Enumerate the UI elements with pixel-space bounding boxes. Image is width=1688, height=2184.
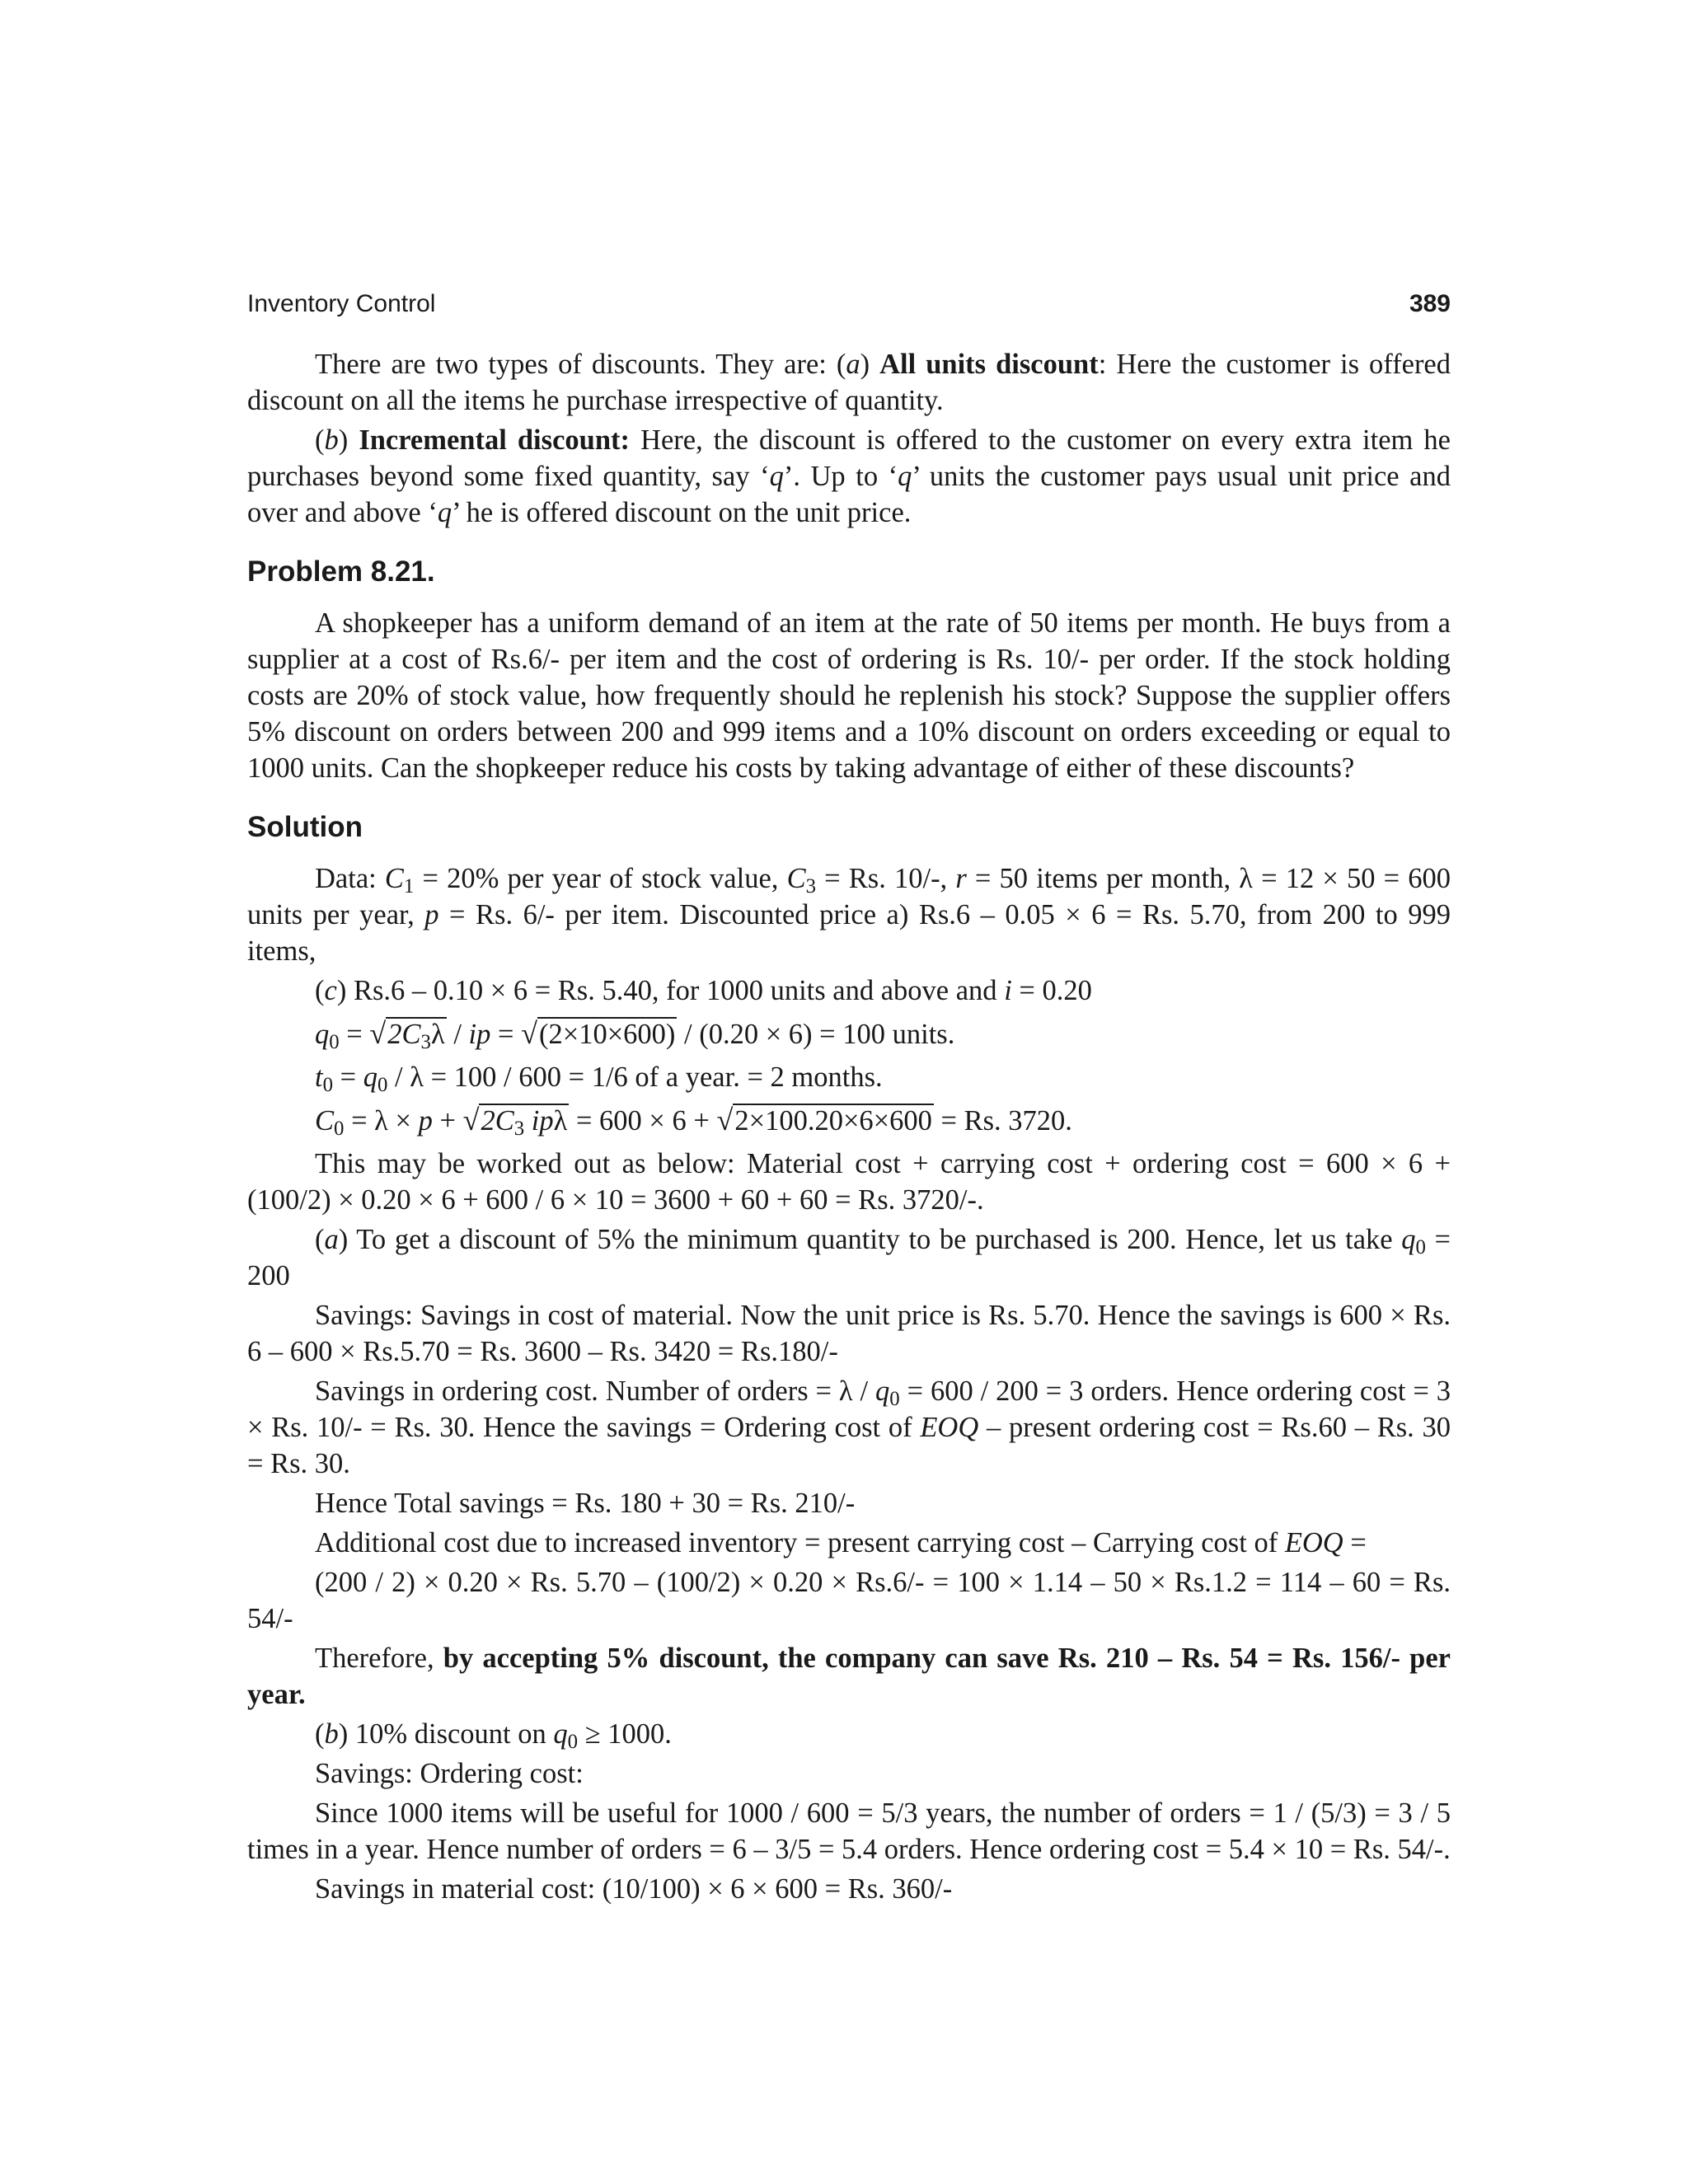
text-run: ) 10% discount on [338, 1718, 554, 1750]
text-run: / [446, 1019, 469, 1050]
text-run: ) [860, 349, 880, 380]
equation-c0 [247, 1102, 1451, 1139]
equation-q0 [247, 1015, 1451, 1052]
subscript: 0 [377, 1074, 388, 1097]
subscript: 0 [889, 1388, 900, 1411]
text-run: a [324, 1224, 339, 1255]
term-all-units-discount: All units discount [879, 349, 1099, 380]
text-run: r [955, 863, 967, 894]
text-run: q [898, 461, 912, 492]
text-run: ) Rs.6 – 0.10 × 6 = Rs. 5.40, for 1000 units and above and [336, 975, 1005, 1006]
text-run: EOQ [1284, 1527, 1343, 1558]
text-run: Additional cost due to increased inventory = present carrying cost – Carrying cost of [315, 1527, 1285, 1558]
solution-heading: Solution [247, 811, 363, 843]
page-body [247, 346, 1451, 1907]
savings-material-paragraph: Savings: Savings in cost of material. Now the unit price is Rs. 5.70. Hence the savings is 600 × Rs. 6 – 600 × Rs.5.70 = Rs. 3600 – Rs. 3420 = Rs.180/- [247, 1300, 1451, 1367]
running-title: Inventory Control [247, 290, 436, 317]
solution-data-line [247, 860, 1451, 969]
intro-paragraph-all-units [247, 346, 1451, 419]
text-run: ’. Up to ‘ [783, 461, 898, 492]
text-run: ip [468, 1019, 491, 1050]
subscript: 0 [334, 1118, 345, 1141]
subscript: 0 [1415, 1236, 1426, 1259]
text-run: Savings in ordering cost. Number of orders = λ / [315, 1376, 876, 1407]
page [247, 290, 1451, 1910]
sqrt-symbol: √(2×10×600) [521, 1017, 676, 1050]
text-run: q [875, 1376, 890, 1407]
text-run: Therefore, [315, 1643, 443, 1674]
equation-t0 [247, 1059, 1451, 1095]
text-run: ’ he is offered discount on the unit price. [452, 497, 912, 528]
text-run: p [418, 1105, 433, 1137]
sqrt-symbol: $√2C_3\lambda$ [369, 1017, 445, 1054]
text-run: b [324, 424, 339, 456]
text-run: = 0.20 [1011, 975, 1092, 1006]
text-run: = Rs. 3720. [933, 1105, 1072, 1137]
text-run: λ [553, 1105, 568, 1137]
text-run: = Rs. 10/-, [816, 863, 956, 894]
text-run: Data: [315, 863, 385, 894]
text-run: q [315, 1019, 330, 1050]
text-run: q [553, 1718, 568, 1750]
text-run: C [315, 1105, 335, 1137]
solution-c-line [247, 972, 1451, 1009]
text-run: λ [430, 1019, 445, 1050]
text-run: 2×100.20×6×600 [734, 1105, 932, 1137]
text-run: : Here the customer is offered discount on all the items he purchase irrespective of quantity. [247, 349, 1451, 416]
text-run: c [324, 975, 337, 1006]
text-run: ’ units the customer pays usual unit price and over and above ‘ [247, 461, 1451, 528]
subscript: 3 [420, 1031, 431, 1054]
intro-paragraph-incremental [247, 422, 1451, 531]
text-run: q [437, 497, 452, 528]
text-run: q [1401, 1224, 1416, 1255]
text-run: ( [315, 975, 325, 1006]
subscript: 3 [805, 875, 816, 898]
text-run: There are two types of discounts. They are: ( [315, 349, 846, 380]
text-run: p [424, 899, 439, 930]
savings-ordering-paragraph [247, 1373, 1451, 1482]
subscript: 3 [513, 1118, 525, 1141]
text-run: EOQ [920, 1412, 979, 1443]
text-run: = λ × [344, 1105, 419, 1137]
text-run: = [490, 1019, 522, 1050]
text-run: / λ = 100 / 600 = 1/6 of a year. = 2 months. [387, 1062, 883, 1093]
term-incremental-discount: Incremental discount: [359, 424, 630, 456]
text-run: (2×10×600) [539, 1019, 676, 1050]
text-run: Here, the discount is offered to the customer on every extra item he purchases beyond some fixed quantity, say ‘ [247, 424, 1451, 492]
text-run: – present ordering cost = Rs.60 – Rs. 30 = Rs. 30. [247, 1412, 1451, 1479]
text-run: ( [315, 1224, 325, 1255]
text-run: = [1343, 1527, 1367, 1558]
part-b-line [247, 1716, 1451, 1752]
savings-ordering-b-line: Savings: Ordering cost: [315, 1758, 584, 1789]
conclusion-bold: by accepting 5% discount, the company can save Rs. 210 – Rs. 54 = Rs. 156/- per year. [247, 1643, 1451, 1710]
additional-cost-line [247, 1525, 1451, 1561]
text-run: = 600 × 6 + [569, 1105, 717, 1137]
subscript: 0 [567, 1731, 579, 1754]
since-paragraph: Since 1000 items will be useful for 1000 / 600 = 5/3 years, the number of orders = 1 / (5/3) = 3 / 5 times in a year. Hence number of orders = 6 – 3/5 = 5.4 orders. Hence ordering cost = 5.4 × 10 = Rs. 54/-. [247, 1797, 1451, 1865]
text-run: ( [315, 1718, 325, 1750]
text-run: i [1004, 975, 1012, 1006]
text-run: = [339, 1019, 370, 1050]
text-run: ≥ 1000. [578, 1718, 672, 1750]
text-run: q [769, 461, 784, 492]
text-run: = [333, 1062, 363, 1093]
text-run: ) [338, 424, 359, 456]
text-run: 2C [387, 1019, 421, 1050]
worked-out-paragraph: This may be worked out as below: Material cost + carrying cost + ordering cost = 600 × 6 + (100/2) × 0.20 × 6 + 600 / 6 × 10 = 3600 + 60 + 60 = Rs. 3720/-. [247, 1148, 1451, 1216]
text-run: + [432, 1105, 463, 1137]
text-run: ) To get a discount of 5% the minimum quantity to be purchased is 200. Hence, let us take [338, 1224, 1402, 1255]
text-run: a [846, 349, 860, 380]
text-run: = 600 / 200 = 3 orders. Hence ordering cost = 3 × Rs. 10/- = Rs. 30. Hence the savings = Ordering cost of [247, 1376, 1451, 1443]
total-savings-line: Hence Total savings = Rs. 180 + 30 = Rs. 210/- [315, 1488, 856, 1519]
subscript: 0 [329, 1031, 340, 1054]
savings-material-b-line: Savings in material cost: (10/100) × 6 × 600 = Rs. 360/- [315, 1873, 953, 1905]
text-run: t [315, 1062, 323, 1093]
text-run: b [324, 1718, 339, 1750]
text-run: = 50 items per month, λ = 12 × 50 = 600 units per year, [247, 863, 1451, 930]
subscript: 0 [322, 1074, 334, 1097]
sqrt-symbol: $√2C_3$ ipλ [462, 1104, 568, 1141]
part-a-paragraph [247, 1221, 1451, 1294]
problem-heading: Problem 8.21. [247, 555, 435, 588]
text-run: / (0.20 × 6) = 100 units. [677, 1019, 955, 1050]
text-run: ( [315, 424, 325, 456]
problem-statement: A shopkeeper has a uniform demand of an item at the rate of 50 items per month. He buys from a supplier at a cost of Rs.6/- per item and the cost of ordering is Rs. 10/- per order. If the stock holding costs are 20% of stock value, how frequently should he replenish his stock? Suppose the supplier offers 5% discount on orders between 200 and 999 items and a 10% discount on orders exceeding or equal to 1000 units. Can the shopkeeper reduce his costs by taking advantage of either of these discounts? [247, 607, 1451, 784]
text-run: C [384, 863, 404, 894]
text-run: = Rs. 6/- per item. Discounted price a) Rs.6 – 0.05 × 6 = Rs. 5.70, from 200 to 999 items, [247, 899, 1451, 967]
text-run: = 20% per year of stock value, [414, 863, 787, 894]
sqrt-symbol: √2×100.20×6×600 [716, 1104, 932, 1137]
text-run: q [363, 1062, 377, 1093]
text-run: ip [524, 1105, 554, 1137]
text-run: 2C [481, 1105, 514, 1137]
text-run: C [786, 863, 806, 894]
running-header [247, 290, 1451, 318]
additional-cost-calc: (200 / 2) × 0.20 × Rs. 5.70 – (100/2) × 0.20 × Rs.6/- = 100 × 1.14 – 50 × Rs.1.2 = 114 – 60 = Rs. 54/- [247, 1567, 1451, 1634]
therefore-paragraph [247, 1640, 1451, 1713]
subscript: 1 [403, 875, 415, 898]
page-number: 389 [1409, 290, 1451, 317]
text-run: = 200 [247, 1224, 1451, 1291]
